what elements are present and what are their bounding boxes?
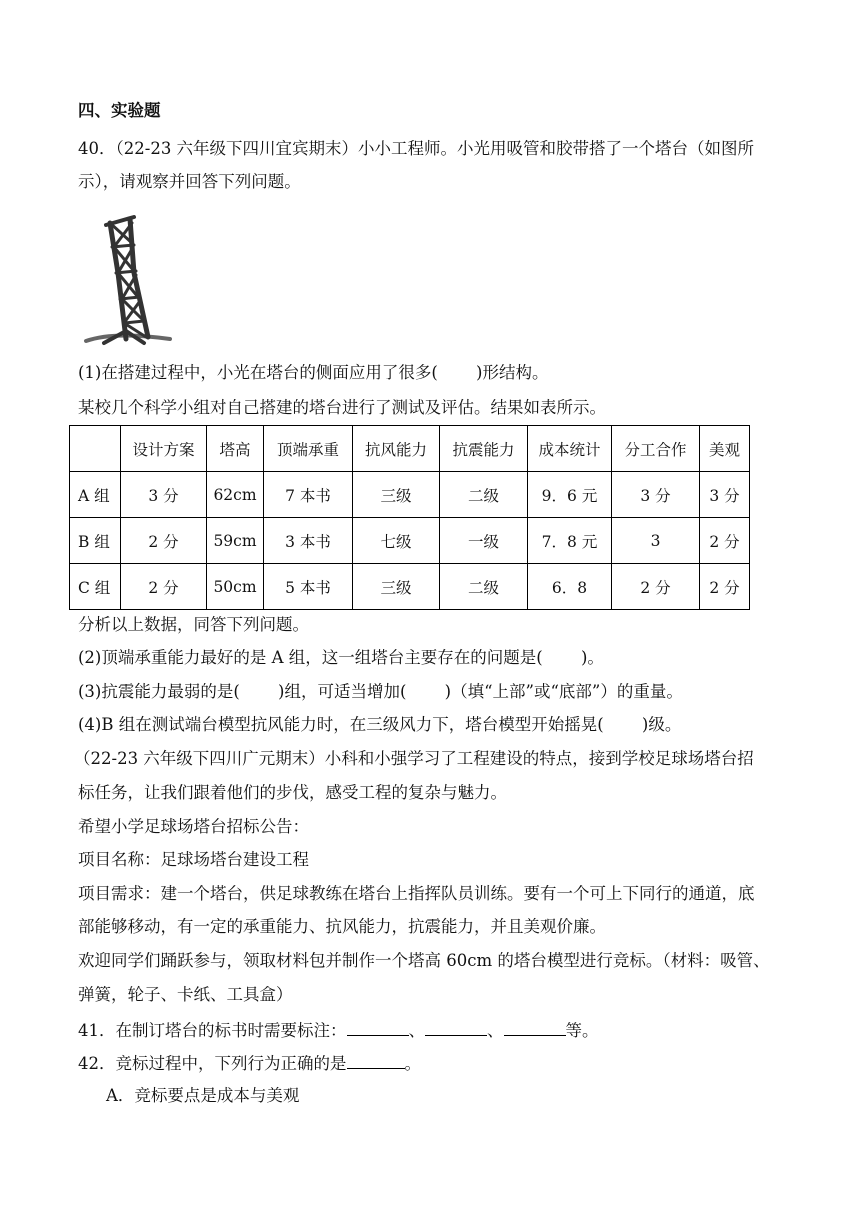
answer-blank[interactable] <box>425 1019 487 1036</box>
table-cell: 7 本书 <box>264 472 353 518</box>
q40-analysis: 分析以上数据，同答下列问题。 <box>78 615 309 634</box>
q42-suffix: 。 <box>404 1054 421 1073</box>
table-cell: 5 本书 <box>264 564 353 610</box>
table-header-row <box>70 426 750 472</box>
section-title: 四、实验题 <box>78 101 161 120</box>
table-cell: 2 分 <box>612 564 700 610</box>
project-name: 项目名称：足球场塔台建设工程 <box>78 850 309 869</box>
passage-line1: （22-23 六年级下四川广元期末）小科和小强学习了工程建设的特点，接到学校足球场塔台招 <box>74 749 754 768</box>
answer-blank[interactable] <box>504 1019 566 1036</box>
q41 <box>78 1019 599 1041</box>
passage-line2: 标任务，让我们跟着他们的步伐，感受工程的复杂与魅力。 <box>78 783 507 802</box>
project-requirements-line2: 部能够移动，有一定的承重能力、抗风能力，抗震能力，并且美观价廉。 <box>78 917 606 936</box>
q41-separator: 、 <box>487 1021 504 1040</box>
table-cell: 二级 <box>440 564 528 610</box>
table-cell: 2 分 <box>121 518 207 564</box>
table-cell: 3 分 <box>612 472 700 518</box>
table-cell: 3 分 <box>700 472 750 518</box>
header-cell <box>70 426 121 472</box>
table-cell: 62cm <box>207 472 264 518</box>
q41-prefix: 41．在制订塔台的标书时需要标注： <box>78 1021 347 1040</box>
q42-prefix: 42．竞标过程中，下列行为正确的是 <box>78 1054 347 1073</box>
header-cell: 设计方案 <box>121 426 207 472</box>
welcome-line2: 弹簧，轮子、卡纸、工具盒） <box>78 985 293 1004</box>
q40-sub1: (1)在搭建过程中，小光在塔台的侧面应用了很多( )形结构。 <box>78 363 549 382</box>
q42-option-a[interactable]: A．竞标要点是成本与美观 <box>106 1086 300 1105</box>
table-cell: 三级 <box>353 564 440 610</box>
row-label: C 组 <box>70 564 121 610</box>
table-row <box>70 518 750 564</box>
q42 <box>78 1052 421 1074</box>
table-cell: 七级 <box>353 518 440 564</box>
table-cell: 3 本书 <box>264 518 353 564</box>
q40-stem-line2: 示），请观察并回答下列问题。 <box>78 172 301 191</box>
answer-blank[interactable] <box>347 1052 405 1069</box>
table-cell: 2 分 <box>700 564 750 610</box>
table-cell: 三级 <box>353 472 440 518</box>
table-cell: 50cm <box>207 564 264 610</box>
project-requirements-line1: 项目需求：建一个塔台，供足球教练在塔台上指挥队员训练。要有一个可上下同行的通道，底 <box>78 884 755 903</box>
table-row <box>70 472 750 518</box>
q40-sub4: (4)B 组在测试端台模型抗风能力时，在三级风力下，塔台模型开始摇晃( )级。 <box>78 715 682 734</box>
straw-tower-image <box>74 213 174 347</box>
table-cell: 7．8 元 <box>528 518 612 564</box>
table-cell: 9．6 元 <box>528 472 612 518</box>
header-cell: 美观 <box>700 426 750 472</box>
table-cell: 3 <box>612 518 700 564</box>
header-cell: 抗风能力 <box>353 426 440 472</box>
table-cell: 3 分 <box>121 472 207 518</box>
header-cell: 成本统计 <box>528 426 612 472</box>
q40-sub3: (3)抗震能力最弱的是( )组，可适当增加( )（填“上部”或“底部”）的重量。 <box>78 682 683 701</box>
results-table <box>69 425 750 610</box>
header-cell: 顶端承重 <box>264 426 353 472</box>
table-cell: 6．8 <box>528 564 612 610</box>
q40-table-intro: 某校几个科学小组对自己搭建的塔台进行了测试及评估。结果如表所示。 <box>78 398 606 417</box>
row-label: A 组 <box>70 472 121 518</box>
q40-stem-line1: 40．（22-23 六年级下四川宜宾期末）小小工程师。小光用吸管和胶带搭了一个塔台（如图所 <box>78 139 755 158</box>
notice-title: 希望小学足球场塔台招标公告： <box>78 817 309 836</box>
table-cell: 二级 <box>440 472 528 518</box>
table-cell: 2 分 <box>700 518 750 564</box>
table-cell: 2 分 <box>121 564 207 610</box>
row-label: B 组 <box>70 518 121 564</box>
header-cell: 分工合作 <box>612 426 700 472</box>
table-cell: 一级 <box>440 518 528 564</box>
header-cell: 抗震能力 <box>440 426 528 472</box>
table-cell: 59cm <box>207 518 264 564</box>
header-cell: 塔高 <box>207 426 264 472</box>
table-row <box>70 564 750 610</box>
q41-separator: 、 <box>408 1021 425 1040</box>
welcome-line1: 欢迎同学们踊跃参与，领取材料包并制作一个塔高 60cm 的塔台模型进行竞标。（材料：吸管、 <box>78 951 770 970</box>
answer-blank[interactable] <box>347 1019 409 1036</box>
q40-sub2: (2)顶端承重能力最好的是 A 组，这一组塔台主要存在的问题是( )。 <box>78 648 604 667</box>
q41-suffix: 等。 <box>565 1021 599 1040</box>
